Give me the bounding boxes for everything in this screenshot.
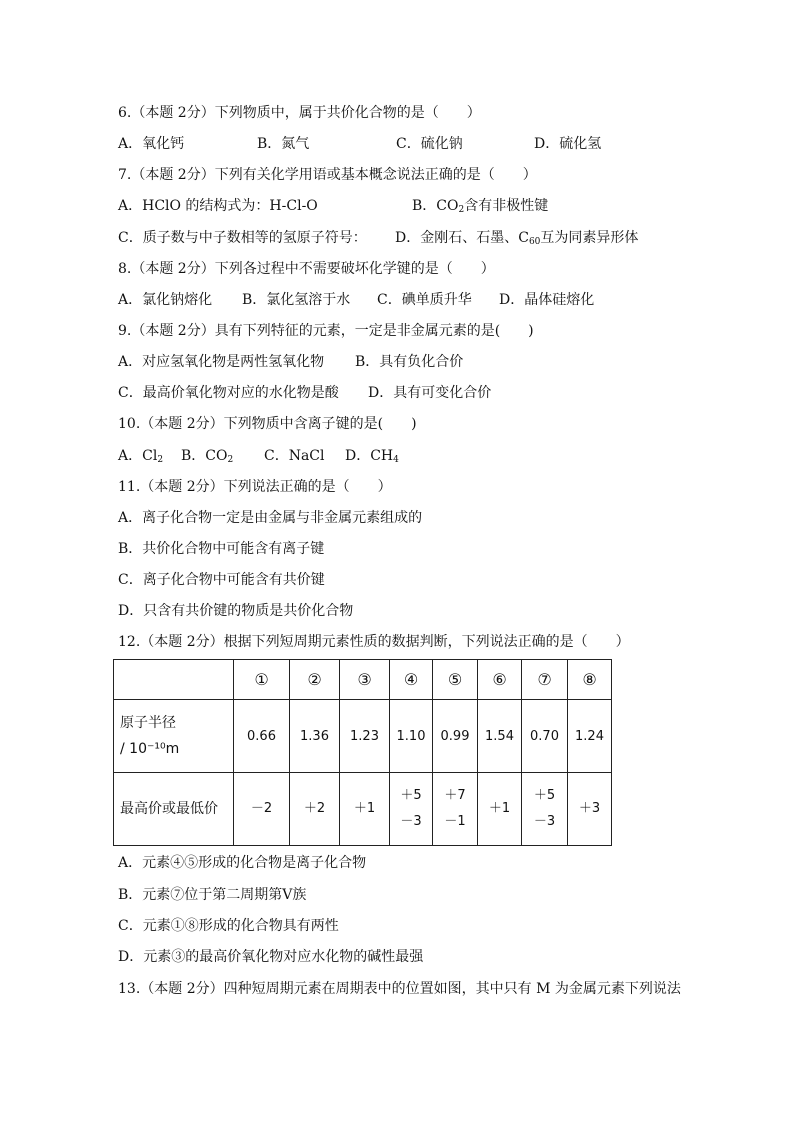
q8-option-a: A．氯化钠熔化 [118,292,213,308]
valence-low: －1 [444,814,466,829]
valence-high: ＋5 [533,788,556,803]
q7-option-d-rest: 互为同素异形体 [540,230,639,246]
radius-cell: 0.66 [234,700,290,773]
q8-option-d: D．晶体硅熔化 [499,292,595,308]
q8-option-b: B．氯化氢溶于水 [242,292,351,308]
table-header-cell: ⑦ [522,660,568,700]
q7-option-c: C．质子数与中子数相等的氢原子符号： [118,230,367,246]
table-row-radius [114,700,612,773]
valence-high: ＋3 [578,801,601,816]
q12-stem: 12.（本题 2分）根据下列短周期元素性质的数据判断，下列说法正确的是（ ） [118,634,630,650]
q6-option-a: A．氧化钙 [118,136,185,152]
q7-stem: 7.（本题 2分）下列有关化学用语或基本概念说法正确的是（ ） [118,167,537,183]
q11-stem: 11.（本题 2分）下列说法正确的是（ ） [118,479,392,495]
q11-option-c: C．离子化合物中可能含有共价键 [118,572,325,588]
q10-option-b-sub: 2 [227,455,234,465]
valence-cell [568,773,612,846]
radius-cell: 1.23 [340,700,390,773]
valence-cell [234,773,290,846]
radius-cell: 1.36 [290,700,340,773]
q12-option-c: C．元素①⑧形成的化合物具有两性 [118,918,339,934]
table-header-row [114,660,612,700]
table-header-cell: ④ [390,660,433,700]
q6-option-c: C．硫化钠 [396,136,463,152]
q12-option-a: A．元素④⑤形成的化合物是离子化合物 [118,855,367,871]
q7-option-d [395,229,638,247]
q6-stem: 6.（本题 2分）下列物质中，属于共价化合物的是（ ） [118,105,481,121]
radius-cell: 1.10 [390,700,433,773]
valence-high: ＋1 [353,801,376,816]
q12-option-d: D．元素③的最高价氧化物对应水化物的碱性最强 [118,949,424,965]
q9-option-a: A．对应氢氧化物是两性氢氧化物 [118,354,325,370]
table-header-cell: ⑥ [478,660,522,700]
radius-cell: 0.99 [433,700,478,773]
q7-option-b [412,197,548,215]
q10-option-a-sub: 2 [157,455,164,465]
q13-stem: 13.（本题 2分）四种短周期元素在周期表中的位置如图，其中只有 M 为金属元素下列说法 [118,981,681,997]
q10-option-d [345,447,399,465]
valence-low: －3 [533,814,556,829]
q9-option-d: D．具有可变化合价 [368,385,492,401]
radius-cell: 0.70 [522,700,568,773]
q10-stem: 10.（本题 2分）下列物质中含离子键的是( ) [118,416,417,432]
q7-option-d-sub: 60 [528,237,541,247]
q7-option-b-sub: 2 [458,205,465,215]
q9-option-c: C．最高价氧化物对应的水化物是酸 [118,385,339,401]
valence-high: ＋5 [400,788,422,803]
q8-option-c: C．碘单质升华 [377,292,472,308]
q10-option-d-text: D．CH [345,448,394,464]
q8-stem: 8.（本题 2分）下列各过程中不需要破坏化学键的是（ ） [118,261,495,277]
valence-cell [390,773,433,846]
q10-option-b-text: B．CO [181,448,228,464]
q7-option-b-text: B．CO [412,198,459,214]
q6-option-b: B．氮气 [257,136,310,152]
q7-option-a: A．HClO 的结构式为：H-Cl-O [118,198,318,214]
q10-option-c: C．NaCl [264,448,325,464]
q11-option-a: A．离子化合物一定是由金属与非金属元素组成的 [118,510,423,526]
table-header-cell: ⑧ [568,660,612,700]
valence-cell [522,773,568,846]
valence-low: －3 [400,814,422,829]
valence-high: ＋7 [444,788,466,803]
valence-cell [290,773,340,846]
q12-option-b: B．元素⑦位于第二周期第Ⅴ族 [118,887,307,903]
q7-option-b-rest: 含有非极性键 [464,198,549,214]
q6-option-d: D．硫化氢 [534,136,602,152]
radius-label-unit: / 10⁻¹⁰m [120,741,180,757]
q9-stem: 9.（本题 2分）具有下列特征的元素，一定是非金属元素的是( ) [118,323,534,339]
valence-label: 最高价或最低价 [114,773,234,846]
radius-cell: 1.24 [568,700,612,773]
q9-option-b: B．具有负化合价 [355,354,464,370]
q11-option-d: D．只含有共价键的物质是共价化合物 [118,603,354,619]
valence-cell [433,773,478,846]
radius-label [114,700,234,773]
q11-option-b: B．共价化合物中可能含有离子键 [118,541,325,557]
table-header-cell: ② [290,660,340,700]
q10-option-b [181,447,233,465]
valence-cell [478,773,522,846]
table-header-cell: ③ [340,660,390,700]
q7-option-d-text: D．金刚石、石墨、C [395,230,529,246]
table-header-cell: ① [234,660,290,700]
valence-cell [340,773,390,846]
table-header-cell: ⑤ [433,660,478,700]
element-data-table [113,659,612,846]
valence-high: ＋1 [488,801,511,816]
valence-high: ＋2 [303,801,326,816]
q10-option-d-sub: 4 [393,455,399,465]
q10-option-a [118,447,163,465]
valence-high: －2 [250,801,273,816]
radius-label-line1: 原子半径 [120,715,176,731]
radius-cell: 1.54 [478,700,522,773]
q10-option-a-text: A．Cl [118,448,158,464]
table-corner-cell [114,660,234,700]
table-row-valence [114,773,612,846]
